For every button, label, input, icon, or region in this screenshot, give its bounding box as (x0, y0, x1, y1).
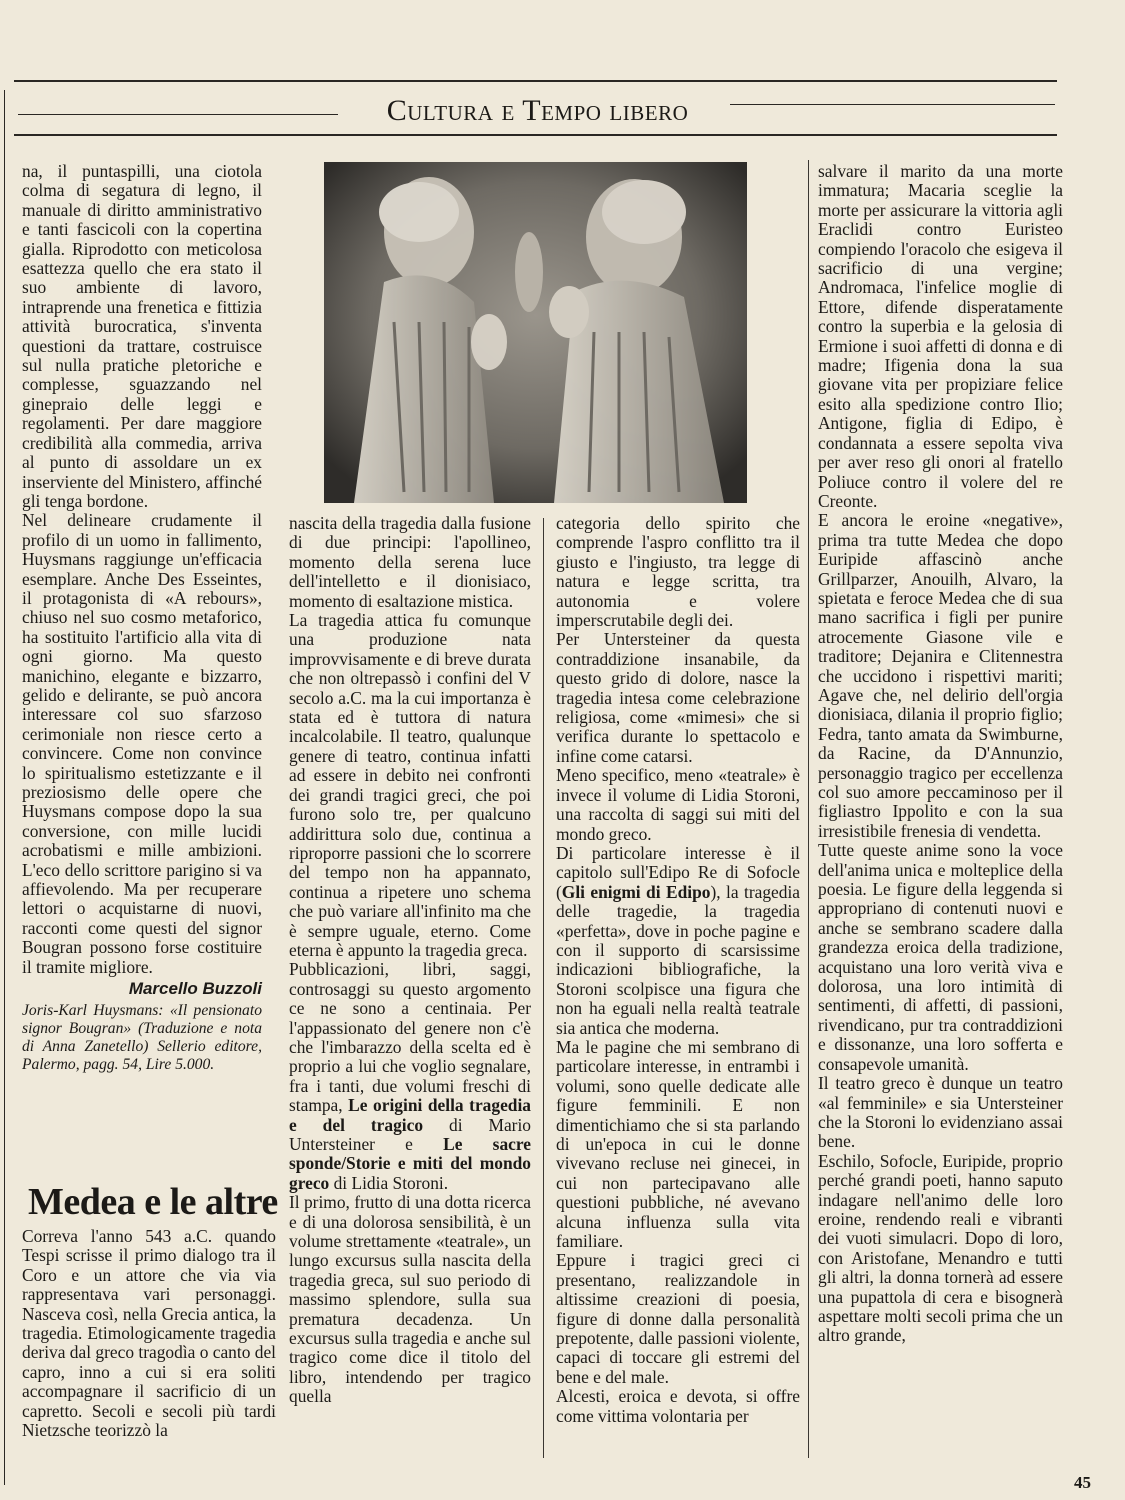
text-run: Di particolare interesse è il capitolo sull'Edipo Re di Sofocle ( (556, 842, 800, 902)
column-4-paragraph: salvare il marito da una morte immatura; Macaria sceglie la morte per assicurare la vittoria agli Eraclidi contro Euristeo compiendo l'oracolo che esigeva il sacrificio di una vergine; Andromaca, l'infelice moglie di Ettore, difende disperatamente contro la superbia e la gelosia di Ermione i suoi affetti di donna e di madre; Ifigenia dona la sua giovane vita per propiziare felice esito alla spedizione contro Ilio; Antigone, figlia di Edipo, è condannata a essere sepolta viva per aver reso gli onori al fratello Poliuce contro il volere del re Creonte. (818, 161, 1063, 511)
text-run: Pubblicazioni, libri, saggi, controsaggi su questo argomento ce ne sono a centinaia. Per l'appassionato del genere non c'è che l'imbarazzo della scelta ed è proprio a lui che voglio segnalare, fra i tanti, due volumi freschi di stampa, (289, 959, 531, 1116)
page-number: 45 (1074, 1473, 1091, 1492)
section-title: Cultura e Tempo libero (386, 94, 689, 127)
column-2-paragraph: La tragedia attica fu comunque una produzione nata improvvisamente e di breve durata che non oltrepassò i confini del V secolo a.C. ma la cui importanza è stata ed è tuttora di natura incalcolabile. Il teatro, qualunque genere di teatro, continua infatti ad essere in debito nei confronti dei grandi tragici greci, che poi furono solo tre, per qualcuno addirittura solo due, continua a riproporre passioni che lo scorrere del tempo non ha appannato, continua a ripetere uno schema che può variare all'infinito ma che è sempre uguale, eterno. Come eterna è appunto la tragedia greca. (289, 610, 531, 960)
column-4-paragraph: Il teatro greco è dunque un teatro «al femminile» e sia Untersteiner che la Storoni lo evidenziano assai bene. (818, 1073, 1063, 1152)
column-3-paragraph: Ma le pagine che mi sembrano di particolare interesse, in entrambi i volumi, sono quelle dedicate alle figure femminili. E non dimentichiamo che si sta parlando di un'epoca in cui le donne vivevano recluse nei ginecei, in cui non partecipavano alle questioni pubbliche, né avevano alcuna influenza sulla vita familiare. (556, 1036, 800, 1252)
column-3-paragraph: Alcesti, eroica e devota, si offre come vittima volontaria per (556, 1386, 800, 1426)
column-1 (22, 162, 262, 1074)
text-run: di Mario Untersteiner e (289, 1114, 531, 1154)
column-3 (556, 514, 800, 1426)
column-2-paragraph: nascita della tragedia dalla fusione di due principi: l'apollineo, momento della serena luce dell'intelletto e il dionisiaco, momento di esaltazione mistica. (289, 513, 531, 611)
bibliography-note: Joris-Karl Huysmans: «Il pensionato signor Bougran» (Traduzione e nota di Anna Zanetello) Sellerio editore, Palermo, pagg. 54, Lire 5.000. (22, 1002, 262, 1074)
relief-photo (324, 162, 747, 503)
article-intro-paragraph: Correva l'anno 543 a.C. quando Tespi scrisse il primo dialogo tra il Coro e un attore che via via rappresentava vari personaggi. Nasceva così, nella Grecia antica, la tragedia. Etimologicamente tragedia deriva dal greco tragodìa o canto del capro, inno a cui si era soliti accompagnare il sacrificio di un capretto. Secoli e secoli più tardi Nietzsche teorizzò la (22, 1226, 276, 1441)
column-4-paragraph: Tutte queste anime sono la voce dell'anima unica e molteplice della poesia. Le figure della leggenda si appropriano di contenuti nuovi e anche se sembrano scadere dalla grandezza eroica della tradizione, acquistano una loro verità viva e dolorosa, una loro intimità di sentimenti, di affetti, di passioni, rivendicano, pur tra contraddizioni e dissonanze, una loro sofferta e consapevole umanità. (818, 840, 1063, 1074)
column-2-paragraph (289, 960, 531, 1193)
column-3-paragraph: Eppure i tragici greci ci presentano, realizzandole in altissime creazioni di poesia, figure di donne dalla personalità prepotente, dalle passioni violente, capaci di toccare gli estremi del bene e del male. (556, 1250, 800, 1387)
page-left-border (4, 90, 5, 1485)
central-object (515, 232, 543, 312)
text-run: di Lidia Storoni. (333, 1172, 449, 1193)
column-4-paragraph: Eschilo, Sofocle, Euripide, proprio perché grandi poeti, hanno saputo indagare nell'animo delle loro eroine, rendendo reali e vibranti dei vuoti simulacri. Dopo di loro, con Aristofane, Menandro e tutti gli altri, la donna tornerà ad essere una pupattola di cera e bisognerà aspettare molti secoli prima che un altro grande, (818, 1150, 1063, 1346)
column-4 (818, 162, 1063, 1346)
header-rule-bottom (14, 134, 1057, 136)
book-title: Le origini della tragedia e del tragico (289, 1095, 531, 1135)
book-title: Le sacre sponde/Storie e miti del mondo greco (289, 1134, 531, 1193)
column-1-paragraph: na, il puntaspilli, una ciotola colma di segatura di legno, il manuale di diritto amministrativo e tanti fascicoli con la copertina gialla. Riprodotto con meticolosa esattezza quello che era stato il suo ambiente di lavoro, intraprende una frenetica e fittizia attività burocratica, s'inventa questioni da trattare, costruisce sul nulla pratiche pletoriche e complesse, sguazzando nel ginepraio delle leggi e regolamenti. Per dare maggiore credibilità alla commedia, arriva al punto di assoldare un ex inserviente del Ministero, affinché gli tenga bordone. (22, 161, 262, 511)
column-2 (289, 514, 531, 1407)
column-4-paragraph: E ancora le eroine «negative», prima tra tutte Medea che dopo Euripide affascinò anche Grillparzer, Anouilh, Alvaro, la spietata e feroce Medea che di sua mano sacrifica i figli per punire atrocemente Giasone vile e traditore; Dejanira e Clitennestra che uccidono i rispettivi mariti; Agave che, nel delirio dell'orgia dionisiaca, dilania il proprio figlio; Fedra, tanto amata da Swimburne, da Racine, da D'Annunzio, personaggio tragico per eccellenza col suo amore peccaminoso per il figliastro Ippolito e con la sua irresistibile frenesia di vendetta. (818, 510, 1063, 841)
column-divider (808, 160, 809, 1458)
article-intro (22, 1227, 276, 1440)
column-3-paragraph: Per Untersteiner da questa contraddizione insanabile, da questo grido di dolore, nasce la tragedia intesa come celebrazione religiosa, come «mimesi» che si verifica durante lo spettacolo e infine come catarsi. (556, 629, 800, 766)
column-1-paragraph: Nel delineare crudamente il profilo di un uomo in fallimento, Huysmans raggiunge un'efficacia esemplare. Anche Des Esseintes, il protagonista di «A rebours», chiuso nel suo cosmo metaforico, ha sostituito l'artificio alla vita di ogni giorno. Ma questo manichino, elegante e bizzarro, gelido e delirante, se può ancora interessare col suo sfarzoso cerimoniale non riesce certo a convincere. Come non convince lo spiritualismo estetizzante e il preziosismo delle opere che Huysmans compose dopo la sua conversione, con mille lucidi acrobatismi e mille ambizioni. L'eco dello scrittore parigino si va affievolendo. Ma per recuperare lettori o acquistarne di nuovi, racconti come questi del signor Bougran possono forse costituire il tramite migliore. (22, 510, 262, 977)
chapter-title: Gli enigmi di Edipo (561, 881, 711, 902)
header-line-right (730, 104, 1055, 105)
article-headline: Medea e le altre (28, 1181, 278, 1223)
column-2-paragraph: Il primo, frutto di una dotta ricerca e di una dolorosa sensibilità, è un volume strettamente «teatrale», un lungo excursus sulla nascita della tragedia greca, sul suo periodo di massimo splendore, sulla sua prematura decadenza. Un excursus sulla tragedia e anche sul tragico come dice il titolo del libro, intendendo per tragico quella (289, 1192, 531, 1407)
column-3-paragraph: Meno specifico, meno «teatrale» è invece il volume di Lidia Storoni, una raccolta di saggi sui miti del mondo greco. (556, 765, 800, 844)
author-signature: Marcello Buzzoli (128, 979, 262, 999)
header-line-left (18, 114, 338, 115)
text-run: ), la tragedia delle tragedie, la tragedia «perfetta», dove in poche pagine e con il supporto di scarsissime indicazioni bibliografiche, la Storoni scolpisce una figura che non ha eguali nella realtà teatrale sia antica che moderna. (556, 881, 800, 1038)
column-divider (543, 518, 544, 1458)
column-3-paragraph (556, 844, 800, 1038)
column-3-paragraph: categoria dello spirito che comprende l'aspro conflitto tra il giusto e l'ingiusto, tra legge di natura e legge scritta, tra autonomia e volere imperscrutabile degli dei. (556, 513, 800, 631)
header-rule-top (14, 80, 1057, 82)
